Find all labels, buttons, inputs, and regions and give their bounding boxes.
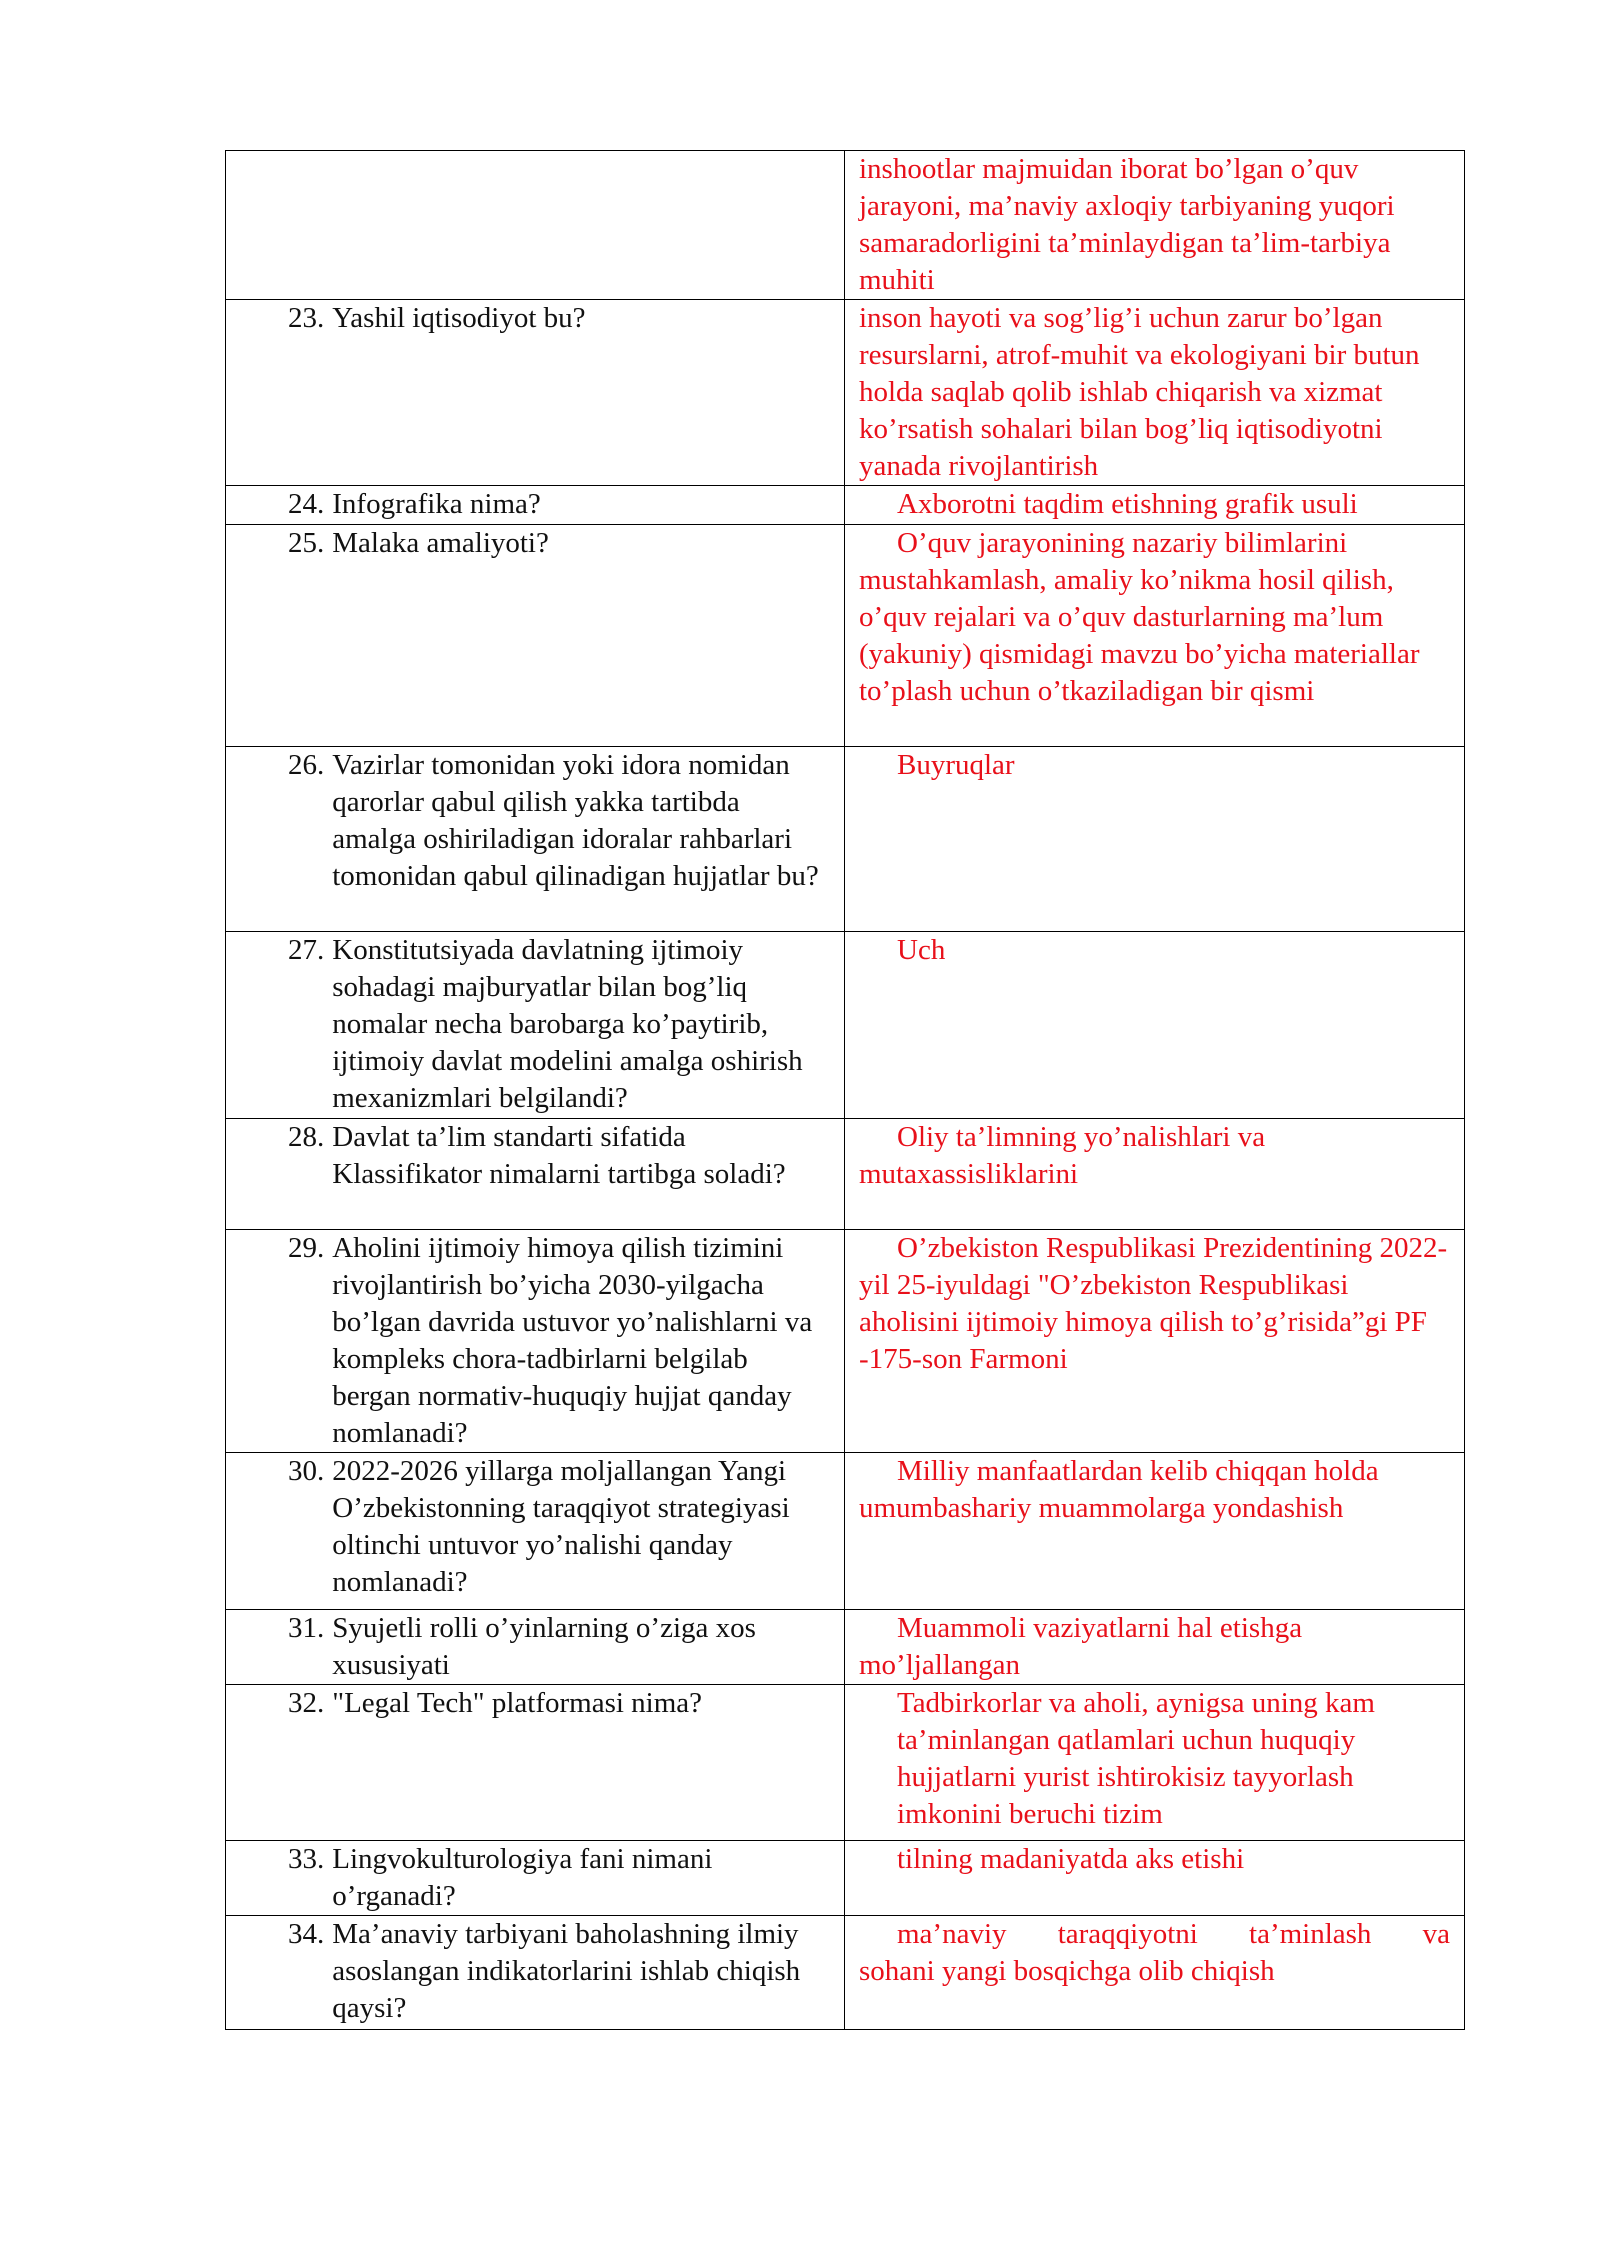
question-number: 30.: [288, 1455, 325, 1487]
answer-text: Tadbirkorlar va aholi, aynigsa uning kam ta’minlangan qatlamlari uchun huquqiy hujjatlarni yurist ishtirokisiz tayyorlash imkonini beruchi tizim: [897, 1687, 1375, 1830]
question-number: 26.: [288, 749, 325, 781]
answer-cell: [845, 1230, 1465, 1453]
answer-cell: [845, 932, 1465, 1119]
answer-text: inson hayoti va sog’lig’i uchun zarur bo’lgan resurslarni, atrof-muhit va ekologiyani bir butun holda saqlab qolib ishlab chiqarish va xizmat ko’rsatish sohalari bilan bog’liq iqtisodiyotni yanada rivojlantirish: [859, 302, 1420, 482]
table-row: [226, 1453, 1465, 1610]
question-cell: [226, 932, 845, 1119]
question-cell: [226, 525, 845, 747]
question-cell: [226, 747, 845, 932]
question-cell: [226, 1916, 845, 2030]
question-number: 28.: [288, 1121, 325, 1153]
question-text: Malaka amaliyoti?: [332, 527, 549, 559]
question-cell: [226, 1453, 845, 1610]
answer-cell: [845, 1841, 1465, 1916]
question-text: Ma’anaviy tarbiyani baholashning ilmiy asoslangan indikatorlarini ishlab chiqish qaysi?: [332, 1918, 801, 2024]
answer-cell: [845, 1610, 1465, 1685]
answer-text: Axborotni taqdim etishning grafik usuli: [897, 488, 1358, 520]
table-row: [226, 1610, 1465, 1685]
question-text: Aholini ijtimoiy himoya qilish tizimini rivojlantirish bo’yicha 2030-yilgacha bo’lgan davrida ustuvor yo’nalishlarni va kompleks chora-tadbirlarni belgilab bergan normativ-huquqiy hujjat qanday nomlanadi?: [332, 1232, 813, 1449]
question-number: 24.: [288, 488, 325, 520]
answer-cell: [845, 525, 1465, 747]
answer-cell: [845, 300, 1465, 486]
answer-cell: [845, 1685, 1465, 1841]
table-row: [226, 151, 1465, 300]
answer-text: inshootlar majmuidan iborat bo’lgan o’quv jarayoni, ma’naviy axloqiy tarbiyaning yuqori samaradorligini ta’minlaydigan ta’lim-tarbiya muhiti: [859, 153, 1395, 296]
question-text: 2022-2026 yillarga moljallangan Yangi O’zbekistonning taraqqiyot strategiyasi oltinchi untuvor yo’nalishi qanday nomlanadi?: [332, 1455, 790, 1598]
answer-cell: [845, 747, 1465, 932]
question-cell: [226, 151, 845, 300]
question-number: 29.: [288, 1232, 325, 1264]
qa-table: [225, 150, 1465, 2030]
question-text: Infografika nima?: [332, 488, 541, 520]
question-cell: [226, 1230, 845, 1453]
question-text: Lingvokulturologiya fani nimani o’rganadi?: [332, 1843, 713, 1912]
question-number: 33.: [288, 1843, 325, 1875]
answer-cell: [845, 151, 1465, 300]
table-row: [226, 1230, 1465, 1453]
question-cell: [226, 1119, 845, 1230]
answer-text: Oliy ta’limning yo’nalishlari va mutaxassisliklarini: [859, 1121, 1266, 1190]
table-row: [226, 486, 1465, 525]
question-text: Syujetli rolli o’yinlarning o’ziga xos xususiyati: [332, 1612, 756, 1681]
answer-text: Uch: [897, 934, 946, 966]
question-text: Yashil iqtisodiyot bu?: [332, 302, 586, 334]
question-number: 32.: [288, 1687, 325, 1719]
answer-cell: [845, 486, 1465, 525]
answer-text: Buyruqlar: [897, 749, 1015, 781]
question-cell: [226, 486, 845, 525]
question-text: "Legal Tech" platformasi nima?: [332, 1687, 703, 1719]
answer-cell: [845, 1916, 1465, 2030]
answer-text: Muammoli vaziyatlarni hal etishga mo’ljallangan: [859, 1612, 1303, 1681]
question-text: Vazirlar tomonidan yoki idora nomidan qarorlar qabul qilish yakka tartibda amalga oshiriladigan idoralar rahbarlari tomonidan qabul qilinadigan hujjatlar bu?: [332, 749, 819, 892]
table-row: [226, 525, 1465, 747]
question-cell: [226, 1610, 845, 1685]
question-number: 25.: [288, 527, 325, 559]
table-row: [226, 1119, 1465, 1230]
answer-text: sohani yangi bosqichga olib chiqish: [859, 1955, 1275, 1987]
question-text: Davlat ta’lim standarti sifatida Klassifikator nimalarni tartibga soladi?: [332, 1121, 786, 1190]
answer-text: tilning madaniyatda aks etishi: [897, 1843, 1245, 1875]
question-number: 23.: [288, 302, 325, 334]
table-row: [226, 300, 1465, 486]
table-row: [226, 932, 1465, 1119]
question-text: Konstitutsiyada davlatning ijtimoiy sohadagi majburyatlar bilan bog’liq nomalar necha barobarga ko’paytirib, ijtimoiy davlat modelini amalga oshirish mexanizmlari belgilandi?: [332, 934, 803, 1114]
table-row: [226, 747, 1465, 932]
answer-cell: [845, 1453, 1465, 1610]
table-row: [226, 1841, 1465, 1916]
question-number: 31.: [288, 1612, 325, 1644]
answer-text: O’quv jarayonining nazariy bilimlarini mustahkamlash, amaliy ko’nikma hosil qilish, o’quv rejalari va o’quv dasturlarning ma’lum (yakuniy) qismidagi mavzu bo’yicha materiallar to’plash uchun o’tkaziladigan bir qismi: [859, 527, 1420, 707]
question-cell: [226, 300, 845, 486]
question-number: 34.: [288, 1918, 325, 1950]
question-cell: [226, 1685, 845, 1841]
answer-text: O’zbekiston Respublikasi Prezidentining 2022-yil 25-iyuldagi "O’zbekiston Respublikasi aholisini ijtimoiy himoya qilish to’g’risida”gi PF -175-son Farmoni: [859, 1232, 1448, 1375]
answer-text: Milliy manfaatlardan kelib chiqqan holda umumbashariy muammolarga yondashish: [859, 1455, 1379, 1524]
table-row: [226, 1916, 1465, 2030]
question-number: 27.: [288, 934, 325, 966]
table-row: [226, 1685, 1465, 1841]
answer-text: ma’naviy taraqqiyotni ta’minlash va: [897, 1918, 1450, 1950]
question-cell: [226, 1841, 845, 1916]
answer-cell: [845, 1119, 1465, 1230]
